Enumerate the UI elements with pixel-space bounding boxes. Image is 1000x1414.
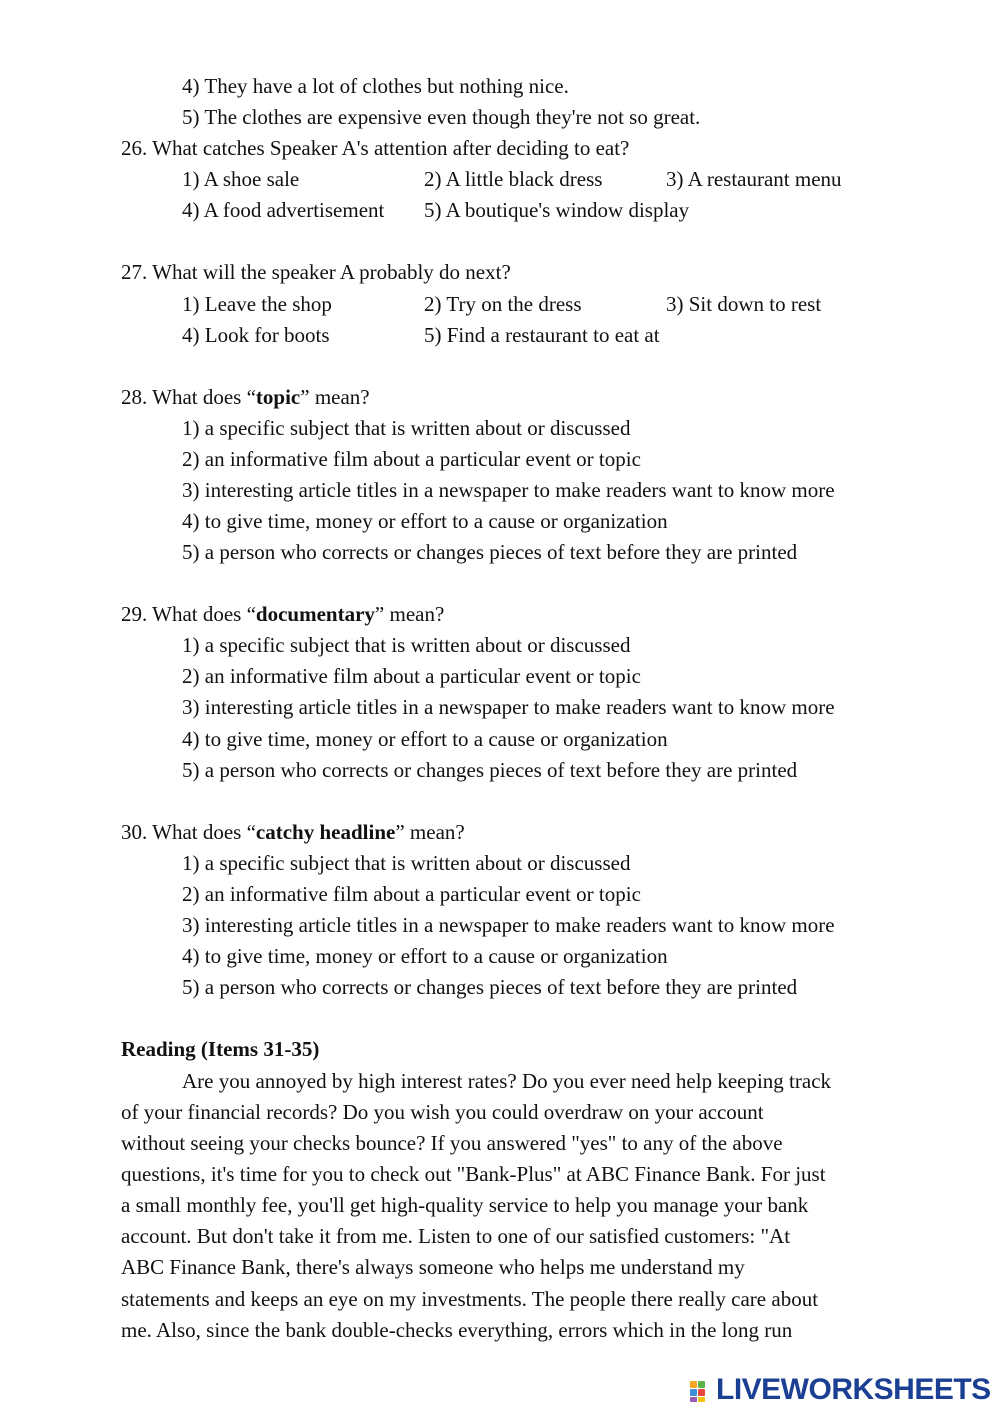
reading-line: Are you annoyed by high interest rates? Do you ever need help keeping track <box>182 1069 832 1093</box>
q30-option-5: 5) a person who corrects or changes pieces of text before they are printed <box>182 975 798 999</box>
q28-option-2: 2) an informative film about a particular event or topic <box>182 447 641 471</box>
q29-option-3: 3) interesting article titles in a newspaper to make readers want to know more <box>182 695 835 719</box>
q27-option-5: 5) Find a restaurant to eat at <box>424 323 660 347</box>
reading-line: me. Also, since the bank double-checks everything, errors which in the long run <box>121 1318 793 1342</box>
q29-option-1: 1) a specific subject that is written about or discussed <box>182 633 631 657</box>
q30-suffix: ” mean? <box>395 820 465 844</box>
q28-option-5: 5) a person who corrects or changes pieces of text before they are printed <box>182 540 798 564</box>
q26-option-2: 2) A little black dress <box>424 167 603 191</box>
reading-line: without seeing your checks bounce? If you answered "yes" to any of the above <box>121 1131 783 1155</box>
q30-option-2: 2) an informative film about a particular event or topic <box>182 882 641 906</box>
q30-prefix: 30. What does “ <box>121 820 256 844</box>
liveworksheets-logo <box>690 1372 991 1408</box>
q26-question: 26. What catches Speaker A's attention after deciding to eat? <box>121 136 630 160</box>
q28-prefix: 28. What does “ <box>121 385 256 409</box>
q27-option-4: 4) Look for boots <box>182 323 330 347</box>
q30-term: catchy headline <box>255 820 396 844</box>
reading-line: statements and keeps an eye on my investments. The people there really care about <box>121 1287 819 1311</box>
logo-squares-icon <box>690 1377 712 1403</box>
q30-question <box>121 819 465 845</box>
q29-prefix: 29. What does “ <box>121 602 256 626</box>
q28-option-3: 3) interesting article titles in a newspaper to make readers want to know more <box>182 478 835 502</box>
q25-option-5: 5) The clothes are expensive even though they're not so great. <box>182 105 701 129</box>
q26-option-3: 3) A restaurant menu <box>666 167 842 191</box>
q29-option-2: 2) an informative film about a particular event or topic <box>182 664 641 688</box>
q30-option-1: 1) a specific subject that is written about or discussed <box>182 851 631 875</box>
reading-line: account. But don't take it from me. Listen to one of our satisfied customers: "At <box>121 1224 791 1248</box>
logo-text: LIVEWORKSHEETS <box>716 1373 991 1406</box>
q28-option-4: 4) to give time, money or effort to a cause or organization <box>182 509 668 533</box>
q29-question <box>121 601 444 627</box>
q27-question: 27. What will the speaker A probably do next? <box>121 260 511 284</box>
q27-option-2: 2) Try on the dress <box>424 292 582 316</box>
q27-option-3: 3) Sit down to rest <box>666 292 822 316</box>
q28-suffix: ” mean? <box>300 385 370 409</box>
q26-option-5: 5) A boutique's window display <box>424 198 690 222</box>
reading-line: a small monthly fee, you'll get high-quality service to help you manage your bank <box>121 1193 809 1217</box>
q28-question <box>121 384 370 410</box>
reading-line: questions, it's time for you to check out "Bank-Plus" at ABC Finance Bank. For just <box>121 1162 826 1186</box>
q29-option-4: 4) to give time, money or effort to a cause or organization <box>182 727 668 751</box>
reading-line: of your financial records? Do you wish you could overdraw on your account <box>121 1100 764 1124</box>
q28-option-1: 1) a specific subject that is written about or discussed <box>182 416 631 440</box>
q26-option-4: 4) A food advertisement <box>182 198 385 222</box>
q29-option-5: 5) a person who corrects or changes pieces of text before they are printed <box>182 758 798 782</box>
reading-heading: Reading (Items 31-35) <box>121 1037 320 1061</box>
q30-option-4: 4) to give time, money or effort to a cause or organization <box>182 944 668 968</box>
reading-line: ABC Finance Bank, there's always someone who helps me understand my <box>121 1255 745 1279</box>
q30-option-3: 3) interesting article titles in a newspaper to make readers want to know more <box>182 913 835 937</box>
q29-term: documentary <box>255 602 375 626</box>
q26-option-1: 1) A shoe sale <box>182 167 300 191</box>
q28-term: topic <box>255 385 301 409</box>
q29-suffix: ” mean? <box>374 602 445 626</box>
q27-option-1: 1) Leave the shop <box>182 292 332 316</box>
q25-option-4: 4) They have a lot of clothes but nothing nice. <box>182 74 569 98</box>
